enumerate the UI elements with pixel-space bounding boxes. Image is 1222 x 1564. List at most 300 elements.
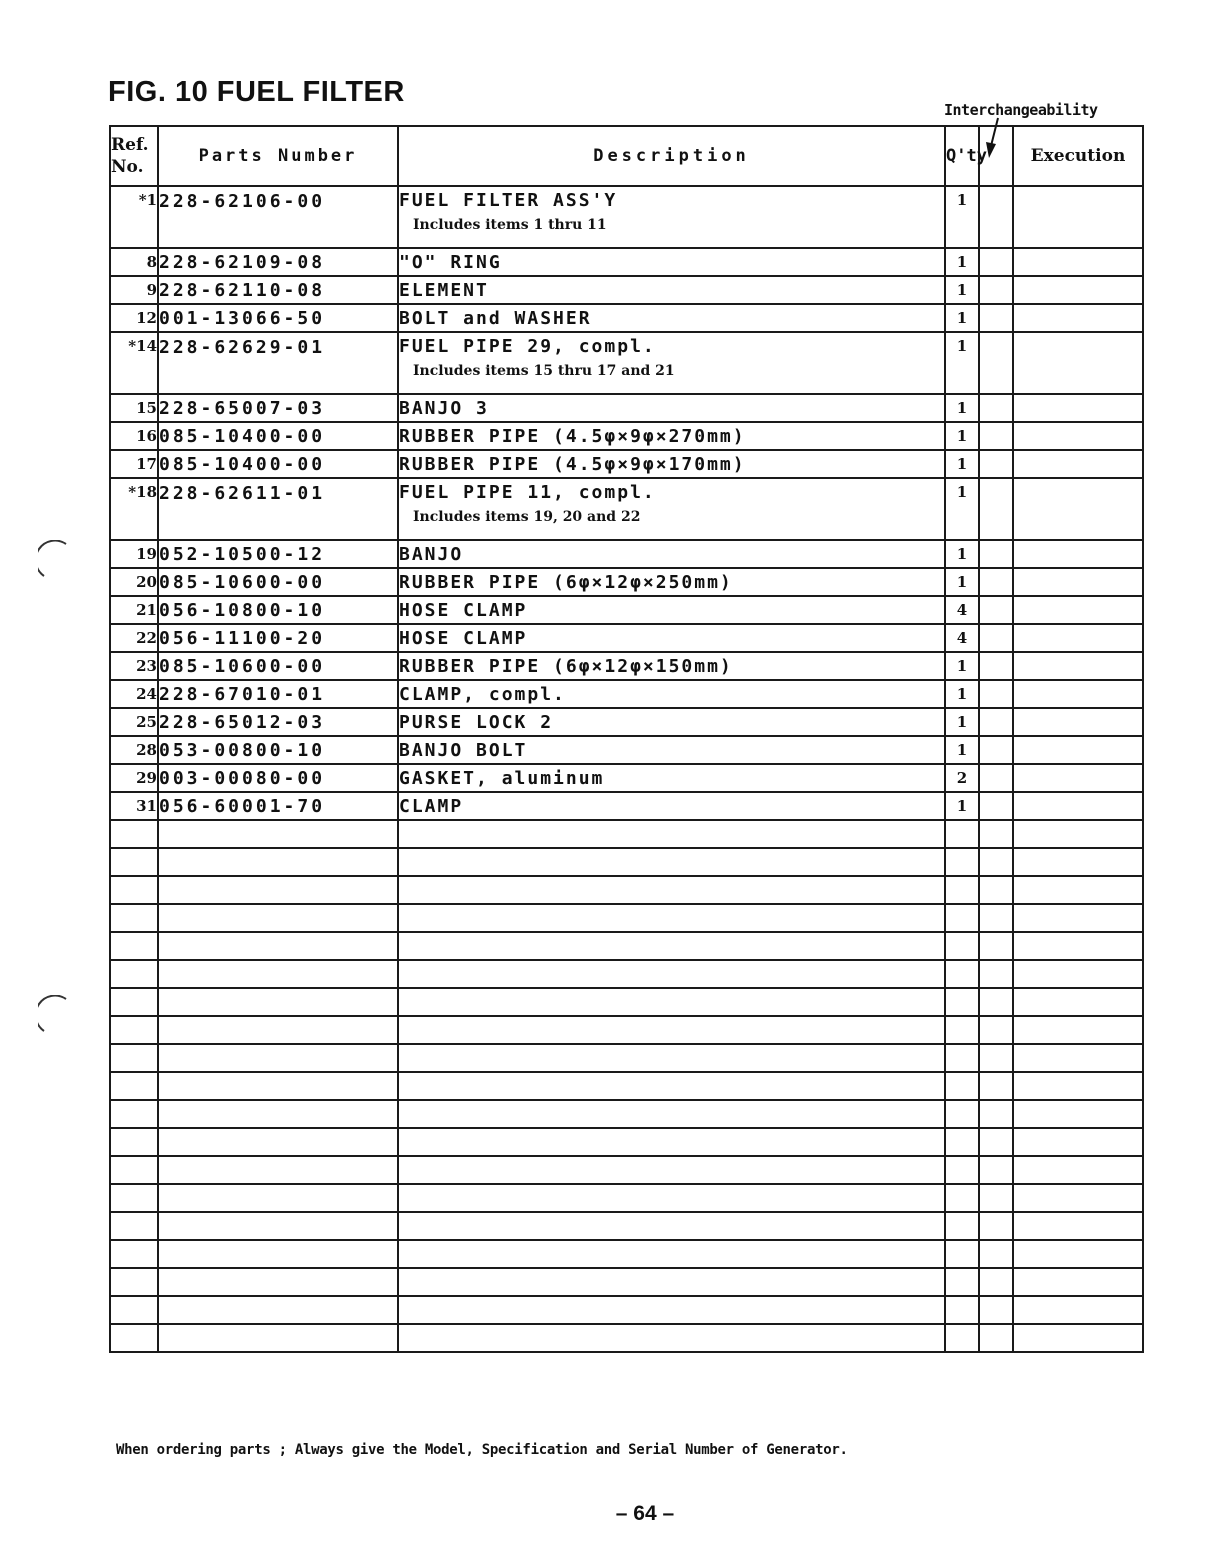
empty-cell	[398, 1156, 945, 1184]
parts-number-cell: 056-10800-10	[158, 596, 398, 624]
interchangeability-cell	[979, 596, 1013, 624]
execution-cell	[1013, 186, 1143, 248]
description-text: BANJO 3	[399, 397, 489, 419]
description-cell	[398, 276, 945, 304]
description-text: FUEL PIPE 11, compl.	[399, 482, 656, 503]
parts-number-cell: 228-67010-01	[158, 680, 398, 708]
interchangeability-cell	[979, 764, 1013, 792]
empty-cell	[110, 876, 158, 904]
description-cell	[398, 652, 945, 680]
empty-cell	[110, 1212, 158, 1240]
execution-cell	[1013, 304, 1143, 332]
parts-number-cell: 053-00800-10	[158, 736, 398, 764]
ref-no-cell: 21	[110, 596, 158, 624]
empty-cell	[158, 1324, 398, 1352]
qty-cell: 4	[945, 624, 979, 652]
table-row	[110, 596, 1143, 624]
table-header-row	[110, 126, 1143, 186]
empty-cell	[158, 1100, 398, 1128]
qty-cell: 1	[945, 276, 979, 304]
ref-no-cell: *14	[110, 332, 158, 394]
binder-hole-icon	[38, 540, 70, 580]
description-cell	[398, 304, 945, 332]
execution-cell	[1013, 450, 1143, 478]
empty-cell	[158, 820, 398, 848]
table-row	[110, 422, 1143, 450]
description-note: Includes items 19, 20 and 22	[413, 509, 641, 525]
empty-cell	[158, 1268, 398, 1296]
interchangeability-cell	[979, 708, 1013, 736]
empty-cell	[945, 988, 979, 1016]
empty-cell	[110, 1324, 158, 1352]
description-text: HOSE CLAMP	[399, 599, 528, 621]
page-number: – 64 –	[615, 1502, 675, 1525]
empty-cell	[979, 1268, 1013, 1296]
empty-cell	[979, 1324, 1013, 1352]
empty-cell	[158, 1128, 398, 1156]
empty-table-row	[110, 904, 1143, 932]
empty-table-row	[110, 1324, 1143, 1352]
empty-cell	[1013, 960, 1143, 988]
description-cell	[398, 624, 945, 652]
parts-number-cell: 056-60001-70	[158, 792, 398, 820]
description-text: CLAMP, compl.	[399, 683, 566, 705]
qty-cell: 1	[945, 394, 979, 422]
empty-cell	[158, 1184, 398, 1212]
empty-table-row	[110, 1016, 1143, 1044]
execution-cell	[1013, 540, 1143, 568]
description-cell	[398, 764, 945, 792]
empty-cell	[158, 1240, 398, 1268]
empty-cell	[945, 1212, 979, 1240]
empty-cell	[398, 1296, 945, 1324]
empty-cell	[398, 988, 945, 1016]
empty-table-row	[110, 1240, 1143, 1268]
description-text: RUBBER PIPE (4.5φ×9φ×270mm)	[399, 425, 746, 447]
empty-cell	[979, 1184, 1013, 1212]
description-cell	[398, 568, 945, 596]
empty-table-row	[110, 960, 1143, 988]
description-cell	[398, 792, 945, 820]
empty-cell	[110, 1156, 158, 1184]
empty-cell	[1013, 848, 1143, 876]
parts-number-cell: 228-65012-03	[158, 708, 398, 736]
execution-cell	[1013, 680, 1143, 708]
ordering-note: When ordering parts ; Always give the Model, Specification and Serial Number of Generator.	[116, 1442, 848, 1458]
ref-no-cell: 23	[110, 652, 158, 680]
ref-no-cell: 31	[110, 792, 158, 820]
empty-cell	[979, 876, 1013, 904]
qty-cell: 1	[945, 332, 979, 394]
interchangeability-cell	[979, 478, 1013, 540]
empty-cell	[158, 848, 398, 876]
empty-cell	[945, 1240, 979, 1268]
description-cell	[398, 736, 945, 764]
interchangeability-cell	[979, 248, 1013, 276]
empty-cell	[110, 1240, 158, 1268]
execution-cell	[1013, 478, 1143, 540]
description-cell	[398, 478, 945, 540]
table-row	[110, 680, 1143, 708]
interchangeability-cell	[979, 422, 1013, 450]
empty-cell	[398, 1128, 945, 1156]
empty-cell	[979, 960, 1013, 988]
parts-number-cell: 001-13066-50	[158, 304, 398, 332]
empty-table-row	[110, 1268, 1143, 1296]
description-text: RUBBER PIPE (4.5φ×9φ×170mm)	[399, 453, 746, 475]
empty-table-row	[110, 1212, 1143, 1240]
description-text: GASKET, aluminum	[399, 767, 605, 789]
empty-cell	[398, 1184, 945, 1212]
empty-cell	[979, 988, 1013, 1016]
parts-number-cell: 085-10400-00	[158, 450, 398, 478]
empty-cell	[945, 1184, 979, 1212]
execution-cell	[1013, 248, 1143, 276]
empty-cell	[1013, 1044, 1143, 1072]
description-text: ELEMENT	[399, 279, 489, 301]
column-header-ref-no: Ref. No.	[110, 126, 158, 186]
empty-table-row	[110, 1296, 1143, 1324]
empty-cell	[158, 1156, 398, 1184]
empty-cell	[945, 848, 979, 876]
empty-cell	[945, 932, 979, 960]
ref-no-cell: 9	[110, 276, 158, 304]
empty-cell	[398, 1100, 945, 1128]
parts-number-cell: 052-10500-12	[158, 540, 398, 568]
empty-cell	[945, 1296, 979, 1324]
empty-cell	[110, 1100, 158, 1128]
qty-cell: 2	[945, 764, 979, 792]
ref-no-cell: 20	[110, 568, 158, 596]
empty-cell	[1013, 1212, 1143, 1240]
ref-no-cell: 24	[110, 680, 158, 708]
empty-cell	[110, 1072, 158, 1100]
empty-cell	[398, 848, 945, 876]
qty-cell: 1	[945, 680, 979, 708]
empty-cell	[1013, 1016, 1143, 1044]
empty-table-row	[110, 1184, 1143, 1212]
interchangeability-cell	[979, 394, 1013, 422]
empty-table-row	[110, 1100, 1143, 1128]
empty-cell	[945, 1072, 979, 1100]
empty-cell	[1013, 1156, 1143, 1184]
ref-no-cell: 16	[110, 422, 158, 450]
empty-cell	[158, 1044, 398, 1072]
parts-table-body	[110, 186, 1143, 1352]
interchangeability-cell	[979, 792, 1013, 820]
empty-cell	[110, 1128, 158, 1156]
empty-cell	[398, 1072, 945, 1100]
table-row	[110, 248, 1143, 276]
empty-cell	[110, 1016, 158, 1044]
qty-cell: 1	[945, 422, 979, 450]
empty-table-row	[110, 1072, 1143, 1100]
description-note: Includes items 1 thru 11	[413, 217, 607, 233]
description-text: BANJO BOLT	[399, 739, 528, 761]
qty-cell: 1	[945, 652, 979, 680]
empty-cell	[979, 904, 1013, 932]
empty-cell	[398, 960, 945, 988]
empty-cell	[1013, 932, 1143, 960]
empty-cell	[158, 988, 398, 1016]
description-text: FUEL PIPE 29, compl.	[399, 336, 656, 357]
table-row	[110, 764, 1143, 792]
table-row	[110, 186, 1143, 248]
empty-cell	[945, 1100, 979, 1128]
parts-number-cell: 228-62106-00	[158, 186, 398, 248]
ref-no-cell: 22	[110, 624, 158, 652]
empty-cell	[945, 1016, 979, 1044]
empty-cell	[158, 1072, 398, 1100]
empty-cell	[979, 1100, 1013, 1128]
empty-cell	[110, 1044, 158, 1072]
ref-no-cell: 12	[110, 304, 158, 332]
qty-cell: 1	[945, 450, 979, 478]
qty-cell: 1	[945, 568, 979, 596]
qty-cell: 1	[945, 792, 979, 820]
empty-cell	[945, 904, 979, 932]
empty-cell	[1013, 820, 1143, 848]
empty-table-row	[110, 1044, 1143, 1072]
description-cell	[398, 680, 945, 708]
column-header-execution: Execution	[1013, 126, 1143, 186]
empty-cell	[945, 1268, 979, 1296]
interchangeability-cell	[979, 736, 1013, 764]
ref-no-cell: 8	[110, 248, 158, 276]
empty-cell	[979, 1296, 1013, 1324]
table-row	[110, 540, 1143, 568]
table-row	[110, 450, 1143, 478]
execution-cell	[1013, 394, 1143, 422]
empty-cell	[158, 932, 398, 960]
table-row	[110, 708, 1143, 736]
parts-number-cell: 003-00080-00	[158, 764, 398, 792]
empty-cell	[158, 1016, 398, 1044]
execution-cell	[1013, 276, 1143, 304]
execution-cell	[1013, 568, 1143, 596]
description-text: "O" RING	[399, 251, 502, 273]
empty-cell	[1013, 1072, 1143, 1100]
description-text: PURSE LOCK 2	[399, 711, 554, 733]
empty-cell	[398, 932, 945, 960]
table-row	[110, 652, 1143, 680]
qty-cell: 1	[945, 736, 979, 764]
table-row	[110, 792, 1143, 820]
empty-table-row	[110, 848, 1143, 876]
empty-cell	[398, 904, 945, 932]
execution-cell	[1013, 736, 1143, 764]
qty-cell: 1	[945, 248, 979, 276]
empty-cell	[158, 960, 398, 988]
qty-cell: 1	[945, 304, 979, 332]
table-row	[110, 568, 1143, 596]
interchangeability-cell	[979, 304, 1013, 332]
empty-cell	[1013, 876, 1143, 904]
empty-cell	[1013, 1296, 1143, 1324]
empty-cell	[158, 1296, 398, 1324]
table-row	[110, 624, 1143, 652]
empty-cell	[945, 1128, 979, 1156]
parts-number-cell: 085-10400-00	[158, 422, 398, 450]
parts-number-cell: 085-10600-00	[158, 568, 398, 596]
column-header-parts-number: Parts Number	[158, 126, 398, 186]
ref-no-cell: 15	[110, 394, 158, 422]
empty-cell	[979, 1072, 1013, 1100]
empty-table-row	[110, 820, 1143, 848]
empty-cell	[110, 904, 158, 932]
empty-cell	[110, 988, 158, 1016]
empty-cell	[979, 1044, 1013, 1072]
empty-cell	[1013, 1324, 1143, 1352]
description-cell	[398, 596, 945, 624]
ref-no-cell: *18	[110, 478, 158, 540]
parts-number-cell: 228-62611-01	[158, 478, 398, 540]
execution-cell	[1013, 596, 1143, 624]
parts-number-cell: 085-10600-00	[158, 652, 398, 680]
table-row	[110, 304, 1143, 332]
description-cell	[398, 708, 945, 736]
qty-cell: 1	[945, 478, 979, 540]
empty-cell	[979, 1212, 1013, 1240]
parts-table	[109, 125, 1144, 1353]
empty-cell	[110, 1296, 158, 1324]
ref-no-cell: 25	[110, 708, 158, 736]
empty-cell	[398, 876, 945, 904]
empty-cell	[1013, 988, 1143, 1016]
binder-hole-icon	[38, 995, 70, 1035]
ref-no-cell: 17	[110, 450, 158, 478]
empty-cell	[979, 932, 1013, 960]
empty-cell	[979, 1128, 1013, 1156]
empty-cell	[945, 1324, 979, 1352]
description-cell	[398, 248, 945, 276]
empty-cell	[398, 1016, 945, 1044]
execution-cell	[1013, 708, 1143, 736]
empty-cell	[979, 1156, 1013, 1184]
description-text: BOLT and WASHER	[399, 307, 592, 329]
empty-cell	[398, 1212, 945, 1240]
interchangeability-cell	[979, 332, 1013, 394]
interchangeability-cell	[979, 186, 1013, 248]
ref-no-cell: 19	[110, 540, 158, 568]
interchangeability-cell	[979, 450, 1013, 478]
empty-cell	[979, 848, 1013, 876]
interchangeability-cell	[979, 540, 1013, 568]
empty-cell	[1013, 1268, 1143, 1296]
column-header-description: Description	[398, 126, 945, 186]
interchangeability-cell	[979, 680, 1013, 708]
empty-table-row	[110, 876, 1143, 904]
empty-cell	[945, 876, 979, 904]
empty-cell	[398, 1044, 945, 1072]
empty-cell	[110, 932, 158, 960]
execution-cell	[1013, 764, 1143, 792]
empty-cell	[1013, 1240, 1143, 1268]
description-note: Includes items 15 thru 17 and 21	[413, 363, 675, 379]
empty-cell	[110, 848, 158, 876]
execution-cell	[1013, 792, 1143, 820]
description-cell	[398, 450, 945, 478]
empty-cell	[1013, 1128, 1143, 1156]
table-row	[110, 478, 1143, 540]
empty-cell	[1013, 1184, 1143, 1212]
interchangeability-cell	[979, 624, 1013, 652]
execution-cell	[1013, 332, 1143, 394]
description-text: HOSE CLAMP	[399, 627, 528, 649]
qty-cell: 1	[945, 540, 979, 568]
interchangeability-cell	[979, 568, 1013, 596]
empty-cell	[110, 820, 158, 848]
description-cell	[398, 186, 945, 248]
empty-cell	[945, 820, 979, 848]
empty-cell	[1013, 1100, 1143, 1128]
description-text: RUBBER PIPE (6φ×12φ×150mm)	[399, 655, 733, 677]
execution-cell	[1013, 624, 1143, 652]
empty-cell	[110, 1268, 158, 1296]
empty-cell	[945, 1156, 979, 1184]
parts-number-cell: 228-62629-01	[158, 332, 398, 394]
empty-cell	[158, 904, 398, 932]
qty-cell: 1	[945, 186, 979, 248]
empty-cell	[398, 820, 945, 848]
description-cell	[398, 394, 945, 422]
parts-number-cell: 228-62109-08	[158, 248, 398, 276]
empty-table-row	[110, 988, 1143, 1016]
empty-cell	[979, 820, 1013, 848]
table-row	[110, 276, 1143, 304]
execution-cell	[1013, 652, 1143, 680]
empty-cell	[979, 1016, 1013, 1044]
description-text: FUEL FILTER ASS'Y	[399, 190, 618, 211]
parts-number-cell: 056-11100-20	[158, 624, 398, 652]
empty-cell	[158, 1212, 398, 1240]
empty-cell	[398, 1268, 945, 1296]
description-cell	[398, 422, 945, 450]
qty-cell: 1	[945, 708, 979, 736]
qty-cell: 4	[945, 596, 979, 624]
parts-number-cell: 228-65007-03	[158, 394, 398, 422]
description-cell	[398, 540, 945, 568]
empty-cell	[398, 1324, 945, 1352]
empty-cell	[110, 960, 158, 988]
table-row	[110, 736, 1143, 764]
ref-no-cell: *1	[110, 186, 158, 248]
ref-no-cell: 29	[110, 764, 158, 792]
description-text: RUBBER PIPE (6φ×12φ×250mm)	[399, 571, 733, 593]
empty-cell	[158, 876, 398, 904]
empty-cell	[398, 1240, 945, 1268]
parts-number-cell: 228-62110-08	[158, 276, 398, 304]
interchangeability-cell	[979, 652, 1013, 680]
empty-table-row	[110, 932, 1143, 960]
description-cell	[398, 332, 945, 394]
empty-table-row	[110, 1128, 1143, 1156]
column-header-qty: Q'ty	[945, 126, 979, 186]
empty-cell	[979, 1240, 1013, 1268]
interchangeability-cell	[979, 276, 1013, 304]
empty-table-row	[110, 1156, 1143, 1184]
table-row	[110, 332, 1143, 394]
description-text: BANJO	[399, 543, 464, 565]
table-row	[110, 394, 1143, 422]
interchangeability-label: Interchangeability	[944, 101, 1098, 119]
description-text: CLAMP	[399, 795, 464, 817]
empty-cell	[110, 1184, 158, 1212]
page-title: FIG. 10 FUEL FILTER	[108, 76, 405, 108]
empty-cell	[1013, 904, 1143, 932]
empty-cell	[945, 960, 979, 988]
ref-no-cell: 28	[110, 736, 158, 764]
